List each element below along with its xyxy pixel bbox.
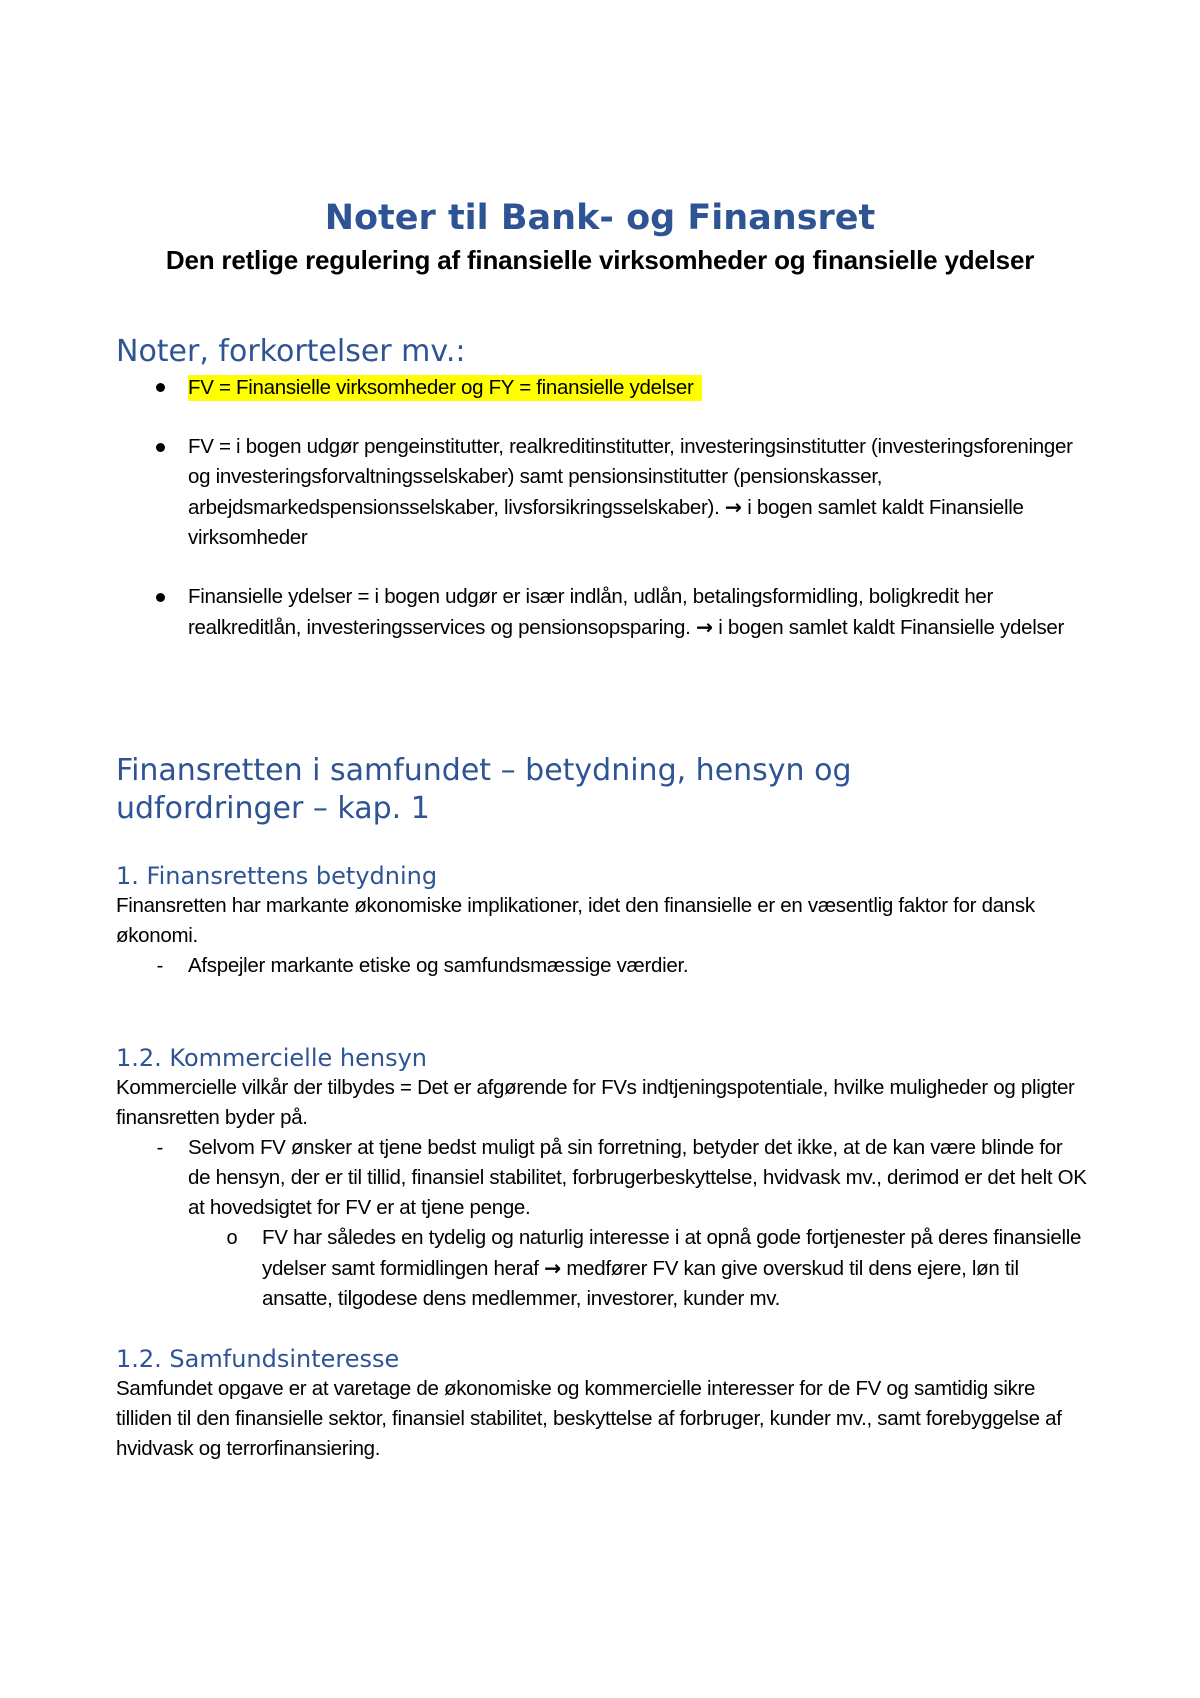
arrow-icon: → [695, 615, 713, 639]
document-title: Noter til Bank- og Finansret [324, 198, 876, 238]
highlighted-text: FV = Finansielle virksomheder og FY = finansielle ydelser [188, 375, 702, 401]
section-heading-2: 1.2. Kommercielle hensyn [116, 1044, 427, 1072]
notes-bullet-1 [188, 373, 1088, 403]
section-text-3: Samfundet opgave er at varetage de økonomiske og kommercielle interesser for de FV og samtidig sikre tilliden til den finansielle sektor, finansiel stabilitet, beskyttelse af forbruger, kunder mv., samt forebyggelse af hvidvask og terrorfinansiering. [116, 1377, 1062, 1460]
section-heading-3: 1.2. Samfundsinteresse [116, 1345, 400, 1373]
section-text-2: Kommercielle vilkår der tilbydes = Det er afgørende for FVs indtjeningspotentiale, hvilke muligheder og pligter finansretten byder på. [116, 1076, 1075, 1129]
section-sub-item-2: FV har således en tydelig og naturlig interesse i at opnå gode fortjenester på deres finansielle ydelser samt formidlingen heraf → medfører FV kan give overskud til dens ejere, løn til ansatte, tilgodese dens medlemmer, investorer, kunder mv. [262, 1226, 1082, 1310]
section-text-1: Finansretten har markante økonomiske implikationer, idet den finansielle er en væsentlig faktor for dansk økonomi. [116, 894, 1035, 947]
chapter-heading: Finansretten i samfundet – betydning, hensyn og udfordringer – kap. 1 [116, 753, 852, 826]
bullet-marker [156, 593, 165, 602]
notes-bullet-3: Finansielle ydelser = i bogen udgør er især indlån, udlån, betalingsformidling, boligkredit her realkreditlån, investeringsservices og pensionsopsparing. → i bogen samlet kaldt Finansielle ydelser [188, 585, 1065, 639]
notes-heading: Noter, forkortelser mv.: [116, 334, 466, 369]
arrow-icon: → [544, 1256, 561, 1280]
dash-marker: - [156, 955, 164, 977]
bullet-marker [156, 443, 165, 452]
section-dash-item-1: Afspejler markante etiske og samfundsmæssige værdier. [188, 954, 689, 977]
circle-marker: o [226, 1227, 238, 1249]
notes-bullet-2: FV = i bogen udgør pengeinstitutter, realkreditinstitutter, investeringsinstitutter (investeringsforeninger og investeringsforvaltningsselskaber) samt pensionsinstitutter (pensionskasser, arbejdsmarkedspensionsselskaber, livsforsikringsselskaber). → i bogen samlet kaldt Finansielle virksomheder [188, 435, 1073, 549]
section-heading-1: 1. Finansrettens betydning [116, 862, 438, 890]
document-subtitle: Den retlige regulering af finansielle virksomheder og finansielle ydelser [165, 245, 1035, 275]
dash-marker: - [156, 1137, 164, 1159]
arrow-icon: → [724, 495, 742, 519]
section-dash-item-2: Selvom FV ønsker at tjene bedst muligt på sin forretning, betyder det ikke, at de kan være blinde for de hensyn, der er til tillid, finansiel stabilitet, forbrugerbeskyttelse, hvidvask mv., derimod er det helt OK at hovedsigtet for FV er at tjene penge. [188, 1136, 1087, 1219]
bullet-marker [156, 383, 165, 392]
